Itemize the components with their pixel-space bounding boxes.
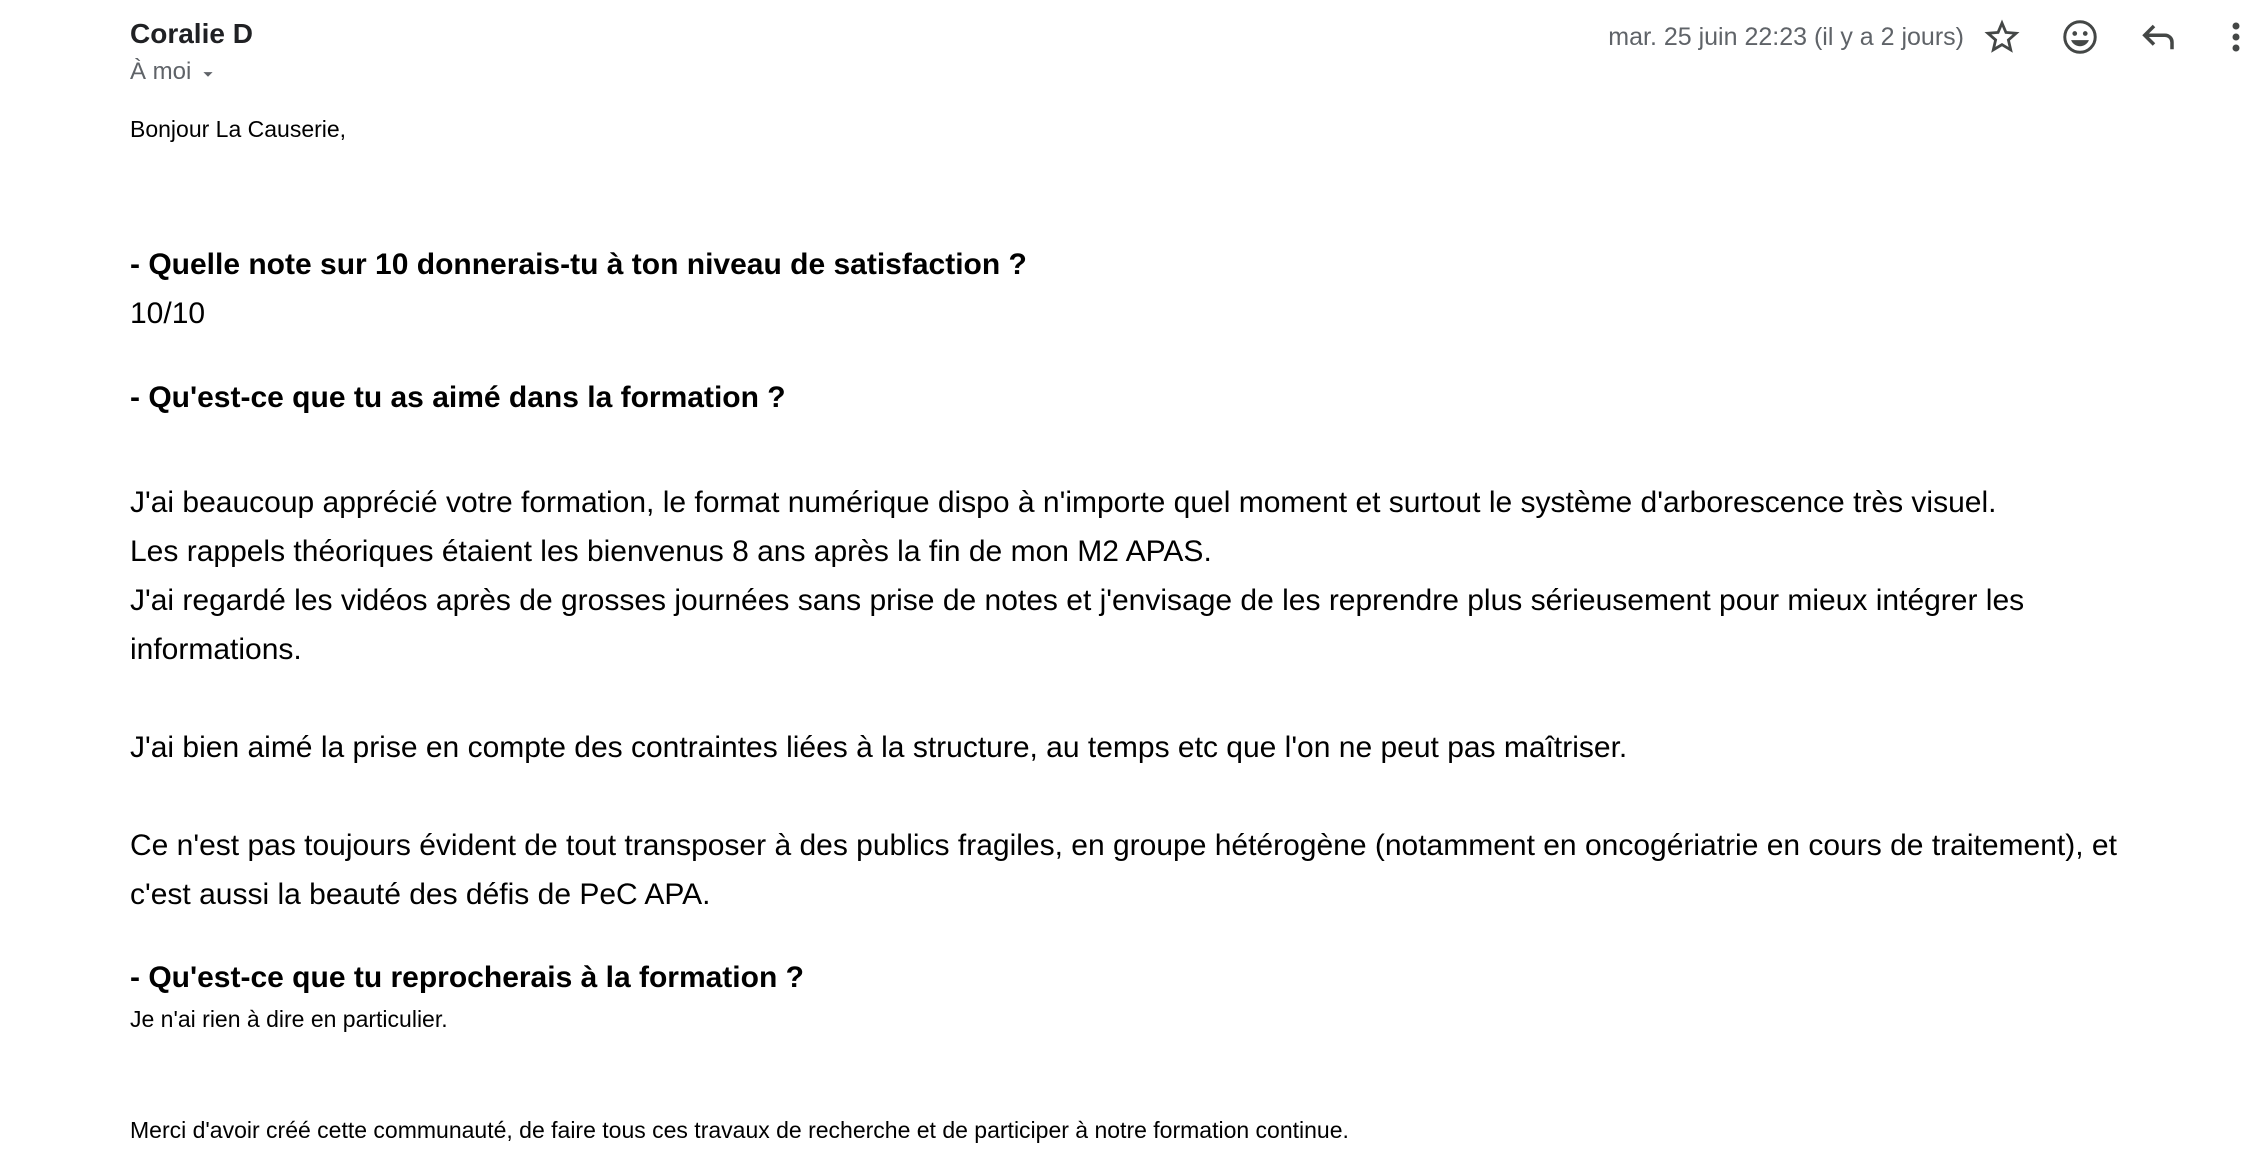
reply-button[interactable] — [2134, 13, 2182, 61]
liked-paragraph-1 — [130, 478, 2246, 674]
greeting-text: Bonjour La Causerie, — [130, 116, 347, 142]
email-header — [0, 0, 2266, 90]
emoji-reaction-icon — [2059, 16, 2101, 58]
body-line: Les rappels théoriques étaient les bienvenus 8 ans après la fin de mon M2 APAS. — [130, 535, 1212, 568]
body-line: Ce n'est pas toujours évident de tout transposer à des publics fragiles, en groupe hétérogène (notamment en oncogériatrie en cours de traitement), et — [130, 829, 2117, 862]
chevron-down-icon — [197, 63, 219, 85]
star-icon — [1981, 16, 2023, 58]
closing-text: Merci d'avoir créé cette communauté, de faire tous ces travaux de recherche et de participer à notre formation continue. — [130, 1117, 1349, 1143]
question-satisfaction: - Quelle note sur 10 donnerais-tu à ton niveau de satisfaction ? — [130, 248, 1027, 281]
body-line: informations. — [130, 633, 302, 666]
question-liked: - Qu'est-ce que tu as aimé dans la formation ? — [130, 381, 786, 414]
sender-name: Coralie D — [130, 18, 253, 49]
date-text: mar. 25 juin 22:23 (il y a 2 jours) — [1608, 22, 1964, 51]
answer-criticism: Je n'ai rien à dire en particulier. — [130, 1006, 448, 1032]
liked-paragraph-2: J'ai bien aimé la prise en compte des contraintes liées à la structure, au temps etc que l'on ne peut pas maîtriser. — [130, 731, 1628, 764]
recipient-label: À moi — [130, 58, 192, 85]
more-options-icon — [2216, 17, 2256, 57]
header-actions — [1608, 13, 2260, 61]
reply-icon — [2137, 16, 2179, 58]
body-line: J'ai beaucoup apprécié votre formation, le format numérique dispo à n'importe quel moment et surtout le système d'arborescence très visuel. — [130, 486, 1997, 519]
recipient-details-toggle[interactable] — [130, 58, 253, 86]
sender-block — [130, 16, 253, 86]
more-options-button[interactable] — [2212, 13, 2260, 61]
answer-satisfaction: 10/10 — [130, 297, 206, 330]
star-button[interactable] — [1978, 13, 2026, 61]
emoji-reaction-button[interactable] — [2056, 13, 2104, 61]
email-body — [0, 112, 2266, 1147]
question-criticism: - Qu'est-ce que tu reprocherais à la formation ? — [130, 961, 804, 994]
body-line: c'est aussi la beauté des défis de PeC APA. — [130, 878, 711, 911]
body-line: J'ai regardé les vidéos après de grosses journées sans prise de notes et j'envisage de les reprendre plus sérieusement pour mieux intégrer les — [130, 584, 2025, 617]
liked-paragraph-3 — [130, 821, 2246, 919]
